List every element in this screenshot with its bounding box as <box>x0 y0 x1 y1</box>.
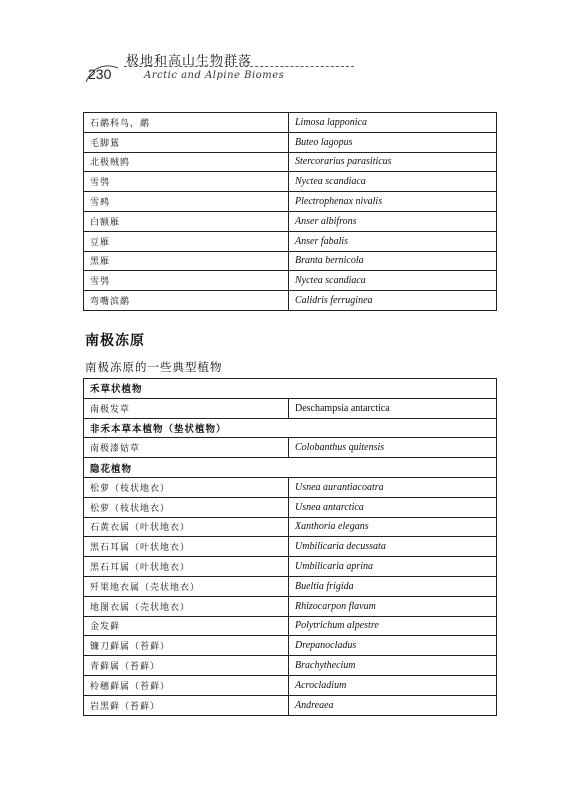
common-name: 黑石耳属（叶状地衣） <box>84 537 289 557</box>
common-name: 松萝（枝状地衣） <box>84 477 289 497</box>
common-name: 毛脚鵟 <box>84 132 289 152</box>
table-row <box>84 675 497 695</box>
table-row <box>84 596 497 616</box>
running-header <box>88 44 508 92</box>
scientific-name: Usnea aurantiacoatra <box>289 477 497 497</box>
common-name: 石鹬科鸟，鹬 <box>84 113 289 133</box>
table-row <box>84 695 497 715</box>
scientific-name: Buteo lagopus <box>289 132 497 152</box>
table-row <box>84 211 497 231</box>
common-name: 金发藓 <box>84 616 289 636</box>
table-row <box>84 172 497 192</box>
table-row <box>84 152 497 172</box>
table-row <box>84 497 497 517</box>
table-row <box>84 616 497 636</box>
scientific-name: Nyctea scandiaca <box>289 172 497 192</box>
category-row <box>84 418 497 438</box>
common-name: 豆雁 <box>84 231 289 251</box>
category-row <box>84 379 497 399</box>
scientific-name: Usnea antarctica <box>289 497 497 517</box>
antarctic-plants-table <box>83 378 497 716</box>
scientific-name: Anser fabalis <box>289 231 497 251</box>
table-row <box>84 251 497 271</box>
scientific-name: Rhizocarpon flavum <box>289 596 497 616</box>
table-row <box>84 132 497 152</box>
common-name: 柃穗藓属（苔藓） <box>84 675 289 695</box>
table-caption: 南极冻原的一些典型植物 <box>85 360 223 374</box>
scientific-name: Limosa lapponica <box>289 113 497 133</box>
scientific-name: Umbilicaria aprina <box>289 557 497 577</box>
scientific-name: Polytrichum alpestre <box>289 616 497 636</box>
arctic-birds-table <box>83 112 497 311</box>
category-label: 隐花植物 <box>84 458 497 478</box>
scientific-name: Anser albifrons <box>289 211 497 231</box>
table-row <box>84 192 497 212</box>
scientific-name: Calidris ferruginea <box>289 291 497 311</box>
scientific-name: Xanthoria elegans <box>289 517 497 537</box>
running-title-cn: 极地和高山生物群落 <box>126 54 253 69</box>
running-title-en: Arctic and Alpine Biomes <box>144 70 285 81</box>
table-row <box>84 537 497 557</box>
table-row <box>84 477 497 497</box>
common-name: 歼果地衣属（壳状地衣） <box>84 576 289 596</box>
scientific-name: Andreaea <box>289 695 497 715</box>
common-name: 地图衣属（壳状地衣） <box>84 596 289 616</box>
common-name: 青藓属（苔藓） <box>84 656 289 676</box>
table-row <box>84 557 497 577</box>
scientific-name: Deschampsia antarctica <box>289 398 497 418</box>
scientific-name: Plectrophenax nivalis <box>289 192 497 212</box>
table-row <box>84 291 497 311</box>
scientific-name: Colobanthus quitensis <box>289 438 497 458</box>
common-name: 岩黑藓（苔藓） <box>84 695 289 715</box>
common-name: 北极贼鸥 <box>84 152 289 172</box>
common-name: 弯嘴滨鹬 <box>84 291 289 311</box>
scientific-name: Acrocladium <box>289 675 497 695</box>
common-name: 南极发草 <box>84 398 289 418</box>
header-divider <box>124 66 354 67</box>
category-label: 非禾本草本植物（垫状植物） <box>84 418 497 438</box>
common-name: 雪鹀 <box>84 192 289 212</box>
table-row <box>84 656 497 676</box>
table-row <box>84 576 497 596</box>
common-name: 雪鸮 <box>84 172 289 192</box>
table-row <box>84 113 497 133</box>
common-name: 松萝（枝状地衣） <box>84 497 289 517</box>
common-name: 白额雁 <box>84 211 289 231</box>
common-name: 黑石耳属（叶状地衣） <box>84 557 289 577</box>
scientific-name: Bueltia frigida <box>289 576 497 596</box>
category-row <box>84 458 497 478</box>
section-heading: 南极冻原 <box>85 333 145 349</box>
table-row <box>84 636 497 656</box>
table-row <box>84 438 497 458</box>
scientific-name: Brachythecium <box>289 656 497 676</box>
page-number: 230 <box>88 66 112 82</box>
scientific-name: Stercorarius parasiticus <box>289 152 497 172</box>
common-name: 黑雁 <box>84 251 289 271</box>
table-row <box>84 271 497 291</box>
scientific-name: Drepanocladus <box>289 636 497 656</box>
common-name: 镰刀藓属（苔藓） <box>84 636 289 656</box>
table-row <box>84 398 497 418</box>
table-row <box>84 231 497 251</box>
scientific-name: Umbilicaria decussata <box>289 537 497 557</box>
table-row <box>84 517 497 537</box>
common-name: 雪鸮 <box>84 271 289 291</box>
scientific-name: Nyctea scandiaca <box>289 271 497 291</box>
category-label: 禾草状植物 <box>84 379 497 399</box>
common-name: 南极漆姑草 <box>84 438 289 458</box>
scientific-name: Branta bernicola <box>289 251 497 271</box>
common-name: 石黄衣属（叶状地衣） <box>84 517 289 537</box>
